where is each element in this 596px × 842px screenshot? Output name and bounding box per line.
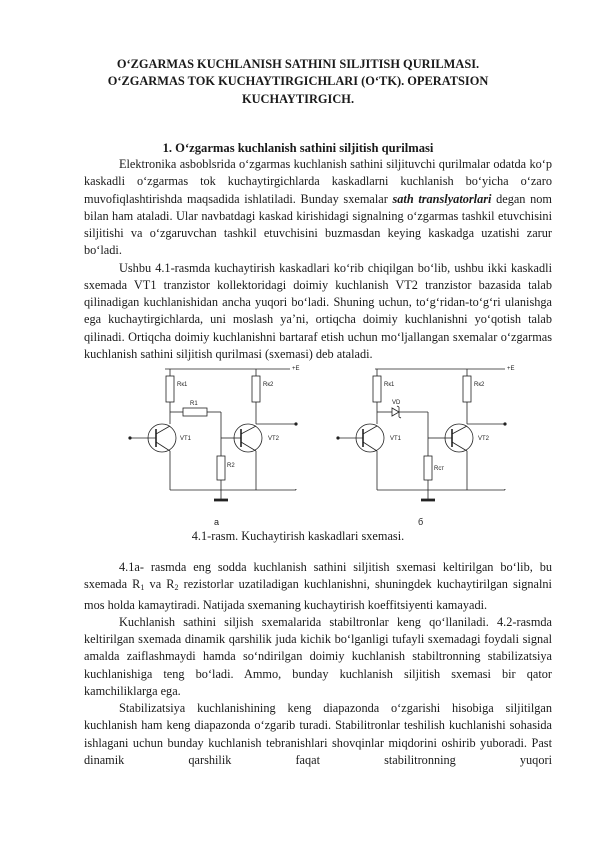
- title-line-3: KUCHAYTIRGICH.: [241, 91, 355, 106]
- label-b-vt2: VT2: [478, 436, 490, 442]
- label-b-plus-e: +E: [507, 366, 515, 372]
- label-b-vt1: VT1: [390, 436, 402, 442]
- paragraph-3: 4.1a- rasmda eng sodda kuchlanish sathini siljitish sxemasi keltirilgan bo‘lib, bu sxemada $R_1$ va $R_2$ rezistorlar uzatiladigan kuchlanishni, shuningdek kuchaytirilgan signalni mos holda kamaytiradi. Natijada sxemaning kuchaytirish koeffitsiyenti kamayadi.: [84, 560, 552, 612]
- resistor-rk2-b: [463, 376, 471, 402]
- label-a-plus-e: +E: [292, 366, 300, 372]
- body-text: [84, 559, 552, 786]
- circuit-figure: [100, 362, 520, 532]
- label-b-vd: VD: [392, 400, 401, 406]
- label-a-rk2: Rк2: [263, 382, 274, 388]
- label-b-minus: -: [504, 487, 506, 493]
- figure-caption: 4.1-rasm. Kuchaytirish kaskadlari sxemasi.: [191, 529, 405, 543]
- figure-b-label: б: [418, 517, 424, 527]
- paragraph-2: Ushbu 4.1-rasmda kuchaytirish kaskadlari ko‘rib chiqilgan bo‘lib, ushbu ikki kaskadli sxemada VT1 tranzistor kollektoridagi doimiy kuchlanish VT2 tranzistor bazasida talab qilinadigan kuchlanishidan ancha yuqori bo‘ladi. Shuning uchun, to‘g‘ridan-to‘g‘ri ulanishga ega kuchaytirgichlarda, uni moslash ya’ni, ortiqcha doimiy kuchlanishni yo‘qotish talab qilinadi. Ortiqcha doimiy kuchlanishni bartaraf etish uchun mo‘ljallangan sxemalar o‘zgarmas kuchlanish sathini siljitish qurilmasi (sxemasi) deb ataladi.: [84, 260, 552, 361]
- resistor-r2-a: [217, 456, 225, 480]
- label-b-rk2: Rк2: [474, 382, 485, 388]
- label-b-rk1: Rк1: [384, 382, 395, 388]
- resistor-rst-b: [424, 456, 432, 480]
- paragraph-5: Stabilizatsiya kuchlanishining keng diapazonda o‘zgarishi hisobiga siljitilgan kuchlanish ham keng diapazonda o‘zgarib turadi. Stabilitronlar teshilish kuchlanishi sohasida ishlagani uchun bunday kuchlanish tebranishlari shovqinlar miqdorini oshirib yuboradi. Past dinamik qarshilik faqat stabilitronning yuqori: [84, 701, 552, 767]
- intro-text: [84, 156, 552, 363]
- zener-diode-vd: [392, 408, 399, 416]
- paragraph-1: Elektronika asboblsrida o‘zgarmas kuchlanish sathini siljituvchi qurilmalar odatda ko‘p kaskadli o‘zgarmas tok kuchaytirgichlarda kaskadlarni kuchlanish bo‘yicha o‘zaro muvofiqlashtirishda maqsadida ishlatiladi. Bunday sxemalar sath translyatorlari degan nom bilan ham ataladi. Ular navbatdagi kaskad kirishidagi signalning o‘zgarmas tashkil etuvchisini siljitishi va o‘zgaruvchan tashkil etuvchisini buzmasdan keying kaskadga uzatishi zarur bo‘ladi.: [84, 157, 552, 258]
- document-title: [60, 56, 536, 108]
- title-line-2: O‘ZGARMAS TOK KUCHAYTIRGICHLARI (O‘TK). OPERATSION: [107, 74, 489, 89]
- section-heading: 1. O‘zgarmas kuchlanish sathini siljitish qurilmasi: [162, 141, 434, 155]
- label-a-r1: R1: [190, 401, 198, 407]
- circuit-b: [337, 366, 515, 527]
- label-b-rst: Rст: [434, 466, 445, 472]
- title-line-1: O‘ZGARMAS KUCHLANISH SATHINI SILJITISH QURILMASI.: [116, 57, 480, 71]
- figure-a-label: а: [214, 517, 220, 527]
- label-a-r2: R2: [227, 463, 235, 469]
- circuit-a: [129, 366, 300, 527]
- emphasis-term: sath translyatorlari: [392, 191, 492, 206]
- resistor-rk2-a: [252, 376, 260, 402]
- label-a-vt2: VT2: [268, 436, 280, 442]
- resistor-r1-a: [183, 408, 207, 416]
- label-a-rk1: Rк1: [177, 382, 188, 388]
- paragraph-4: Kuchlanish sathini siljish sxemalarida stabiltronlar keng qo‘llaniladi. 4.2-rasmda keltirilgan sxemada dinamik qarshilik juda kichik bo‘lganligi tufayli sxemadagi foydali signal amalda zaiflashmaydi hamda so‘ndirilgan doimiy kuchlanish stabiltronning stabilizatsiya kuchlanishiga teng bo‘ladi. Ammo, bunday kuchlanish siljitish sxemasi bir qator kamchiliklarga ega.: [84, 614, 552, 698]
- label-a-vt1: VT1: [180, 436, 192, 442]
- resistor-rk1-a: [166, 376, 174, 402]
- label-a-minus: -: [295, 487, 297, 493]
- resistor-rk1-b: [373, 376, 381, 402]
